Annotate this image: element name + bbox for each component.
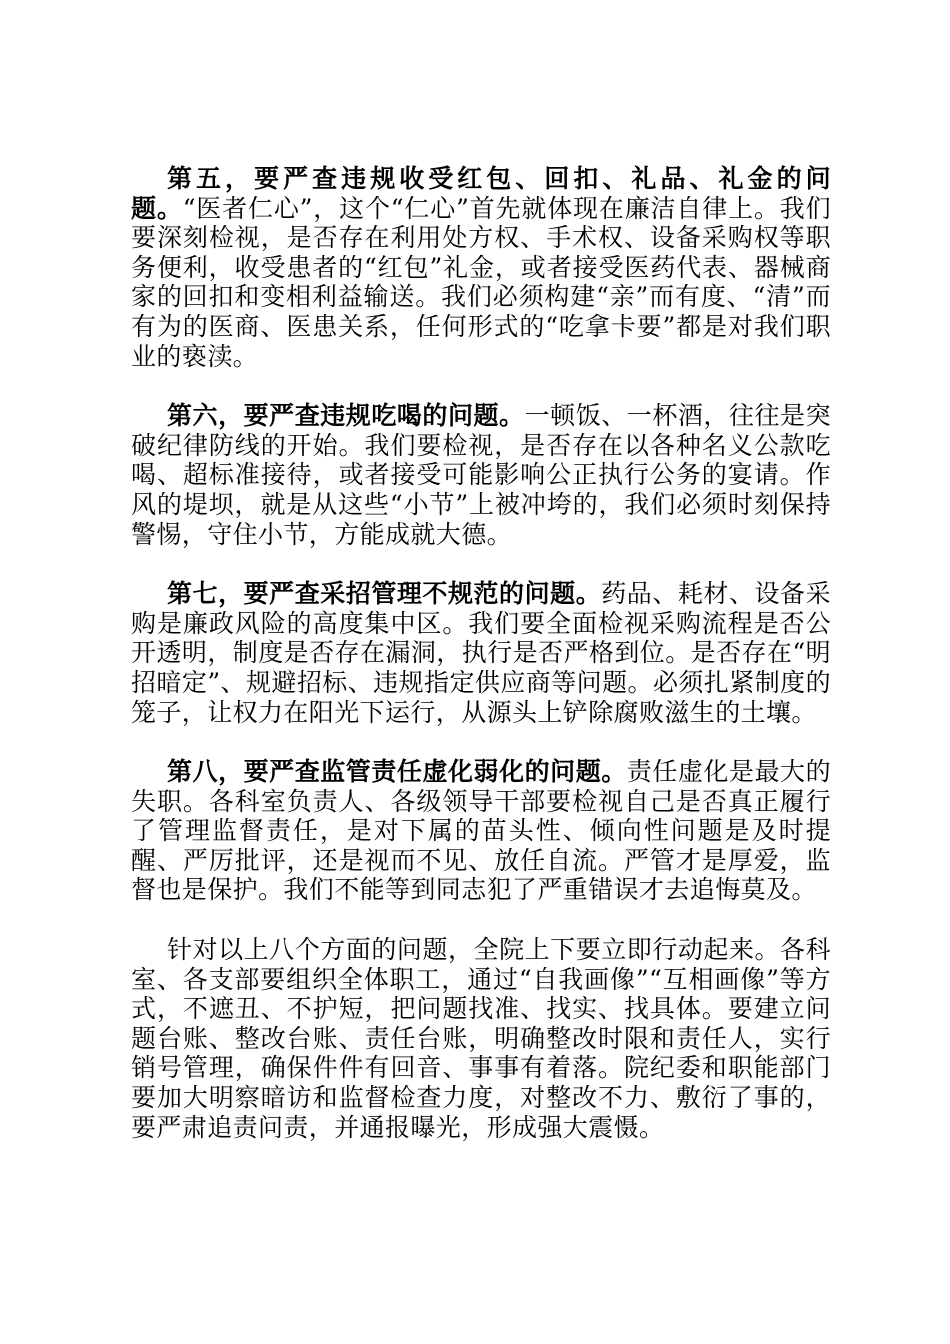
paragraph-text: 责任虚化是最大的失职。各科室负责人、各级领导干部要检视自己是否真正履行了管理监督责任，是对下属的苗头性、倾向性问题是及时提醒、严厉批评，还是视而不见、放任自流。严管才是厚爱，监督也是保护。我们不能等到同志犯了严重错误才去追悔莫及。 <box>131 757 832 905</box>
paragraph-lead: 第八，要严查监管责任虚化弱化的问题。 <box>167 757 627 787</box>
paragraph-text: “医者仁心”，这个“仁心”首先就体现在廉洁自律上。我们要深刻检视，是否存在利用处方权、手术权、设备采购权等职务便利，收受患者的“红包”礼金，或者接受医药代表、器械商家的回扣和变相利益输送。我们必须构建“亲”而有度、“清”而有为的医商、医患关系，任何形式的“吃拿卡要”都是对我们职业的亵渎。 <box>131 193 831 371</box>
paragraph-lead: 第五，要严查违规收受红包、回扣、礼品、礼金的问题。 <box>131 164 831 223</box>
paragraph-fifth-red-envelopes <box>131 164 831 371</box>
paragraph-text: 针对以上八个方面的问题，全院上下要立即行动起来。各科室、各支部要组织全体职工，通过“自我画像”“互相画像”等方式，不遮丑、不护短，把问题找准、找实、找具体。要建立问题台账、整改台账、责任台账，明确整改时限和责任人，实行销号管理，确保件件有回音、事事有着落。院纪委和职能部门要加大明察暗访和监督检查力度，对整改不力、敷衍了事的，要严肃追责问责，并通报曝光，形成强大震慑。 <box>131 935 831 1142</box>
paragraph-eighth-supervision <box>131 757 831 905</box>
paragraph-text: 一顿饭、一杯酒，往往是突破纪律防线的开始。我们要检视，是否存在以各种名义公款吃喝、超标准接待，或者接受可能影响公正执行公务的宴请。作风的堤坝，就是从这些“小节”上被冲垮的，我们必须时刻保持警惕，守住小节，方能成就大德。 <box>131 401 831 549</box>
paragraph-text: 药品、耗材、设备采购是廉政风险的高度集中区。我们要全面检视采购流程是否公开透明，制度是否存在漏洞，执行是否严格到位。是否存在“明招暗定”、规避招标、违规指定供应商等问题。必须扎紧制度的笼子，让权力在阳光下运行，从源头上铲除腐败滋生的土壤。 <box>131 579 831 727</box>
document-body <box>131 164 831 1172</box>
paragraph-sixth-dining <box>131 401 831 549</box>
paragraph-lead: 第六，要严查违规吃喝的问题。 <box>167 401 525 431</box>
paragraph-action-plan <box>131 935 831 1142</box>
paragraph-seventh-procurement <box>131 579 831 727</box>
paragraph-lead: 第七，要严查采招管理不规范的问题。 <box>167 579 602 609</box>
